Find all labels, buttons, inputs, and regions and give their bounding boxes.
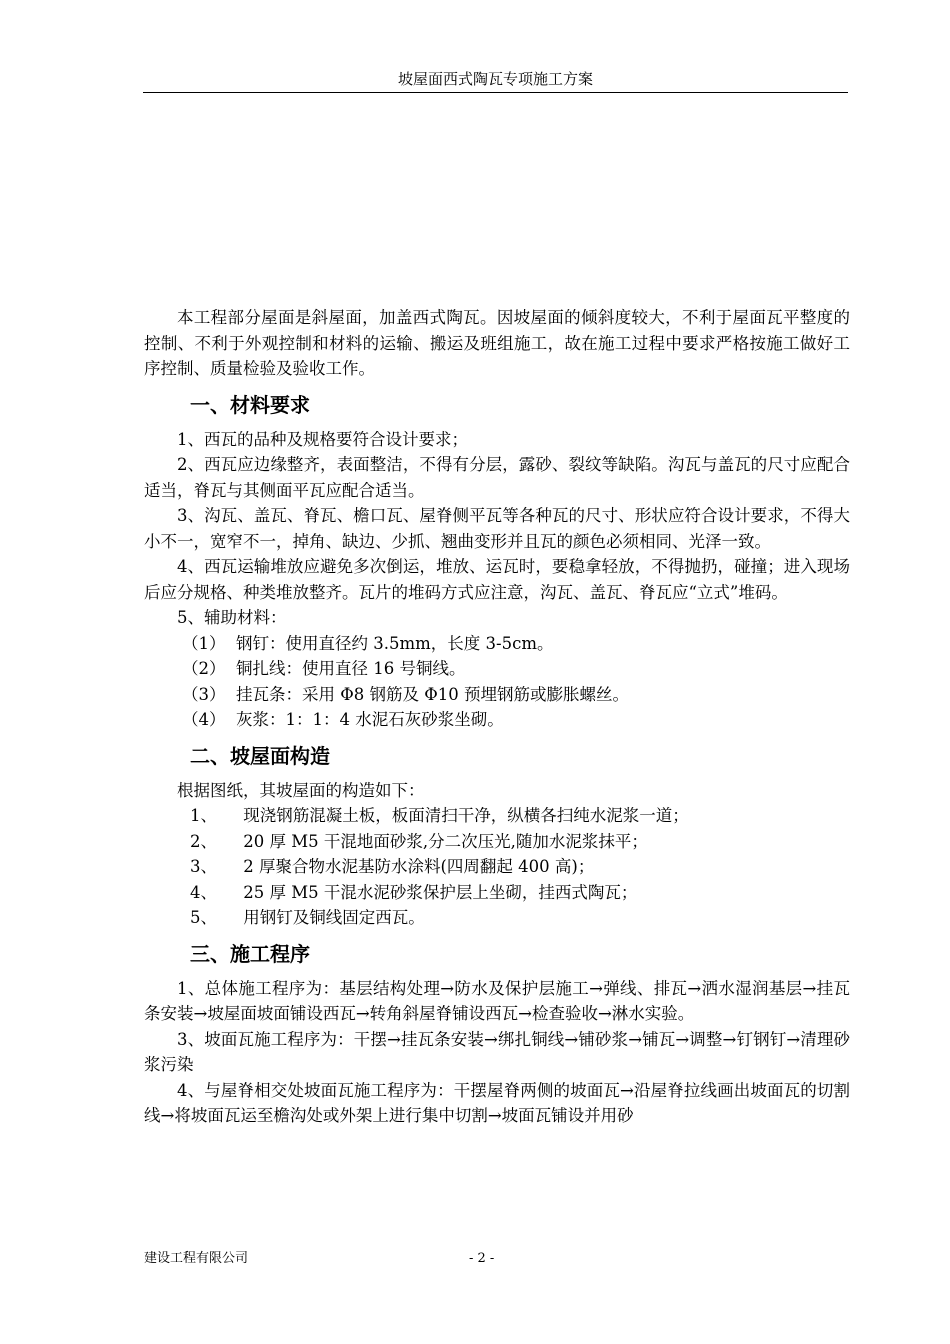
construction-intro: 根据图纸，其坡屋面的构造如下： xyxy=(177,780,425,800)
aux-material-item-4: （4） 灰浆：1：1：4 水泥石灰砂浆坐砌。 xyxy=(182,710,504,729)
materials-item-3: 3、沟瓦、盖瓦、脊瓦、檐口瓦、屋脊侧平瓦等各种瓦的尺寸、形状应符合设计要求，不得大小不一，宽窄不一，掉角、缺边、少抓、翘曲变形并且瓦的颜色必须相同、光泽一致。 xyxy=(144,506,850,551)
aux-material-item-3: （3） 挂瓦条：采用 Φ8 钢筋及 Φ10 预埋钢筋或膨胀螺丝。 xyxy=(182,684,630,704)
construction-layer-2: 2、 20 厚 M5 干混地面砂浆,分二次压光,随加水泥浆抹平； xyxy=(190,831,648,851)
aux-material-item-1: （1） 钢钉：使用直径约 3.5mm，长度 3-5cm。 xyxy=(182,633,554,653)
procedure-item-1: 1、总体施工程序为：基层结构处理→防水及保护层施工→弹线、排瓦→洒水湿润基层→挂瓦条安装→坡屋面坡面铺设西瓦→转角斜屋脊铺设西瓦→检查验收→淋水实验。 xyxy=(144,978,850,1023)
document-body xyxy=(144,305,850,1129)
section-heading-materials: 一、材料要求 xyxy=(190,392,310,417)
materials-item-1: 1、西瓦的品种及规格要符合设计要求； xyxy=(177,429,468,449)
materials-item-4: 4、西瓦运输堆放应避免多次倒运，堆放、运瓦时，要稳拿轻放，不得抛扔，碰撞；进入现场后应分规格、种类堆放整齐。瓦片的堆码方式应注意，沟瓦、盖瓦、脊瓦应“立式”堆码。 xyxy=(144,557,850,602)
footer-company-name: 建设工程有限公司 xyxy=(144,1251,249,1266)
construction-layer-5: 5、 用钢钉及铜线固定西瓦。 xyxy=(190,908,425,927)
procedure-item-4: 4、与屋脊相交处坡面瓦施工程序为：干摆屋脊两侧的坡面瓦→沿屋脊拉线画出坡面瓦的切割线→将坡面瓦运至檐沟处或外架上进行集中切割→坡面瓦铺设并用砂 xyxy=(144,1080,850,1125)
page-footer xyxy=(144,1250,850,1268)
procedure-item-3: 3、坡面瓦施工程序为：干摆→挂瓦条安装→绑扎铜线→铺砂浆→铺瓦→调整→钉钢钉→清理砂浆污染 xyxy=(144,1029,850,1074)
section-heading-construction: 二、坡屋面构造 xyxy=(190,743,330,768)
aux-material-item-2: （2） 铜扎线：使用直径 16 号铜线。 xyxy=(182,659,466,678)
page-header xyxy=(143,70,848,93)
page-number: - 2 - xyxy=(469,1251,495,1266)
document-title: 坡屋面西式陶瓦专项施工方案 xyxy=(397,70,593,88)
construction-layer-1: 1、 现浇钢筋混凝土板，板面清扫干净，纵横各扫纯水泥浆一道； xyxy=(190,806,689,825)
intro-paragraph: 本工程部分屋面是斜屋面，加盖西式陶瓦。因坡屋面的倾斜度较大，不利于屋面瓦平整度的控制、不利于外观控制和材料的运输、搬运及班组施工，故在施工过程中要求严格按施工做好工序控制、质量检验及验收工作。 xyxy=(144,308,850,378)
construction-layer-3: 3、 2 厚聚合物水泥基防水涂料(四周翻起 400 高)； xyxy=(190,857,595,876)
materials-item-5: 5、辅助材料： xyxy=(177,608,287,627)
section-heading-procedure: 三、施工程序 xyxy=(190,941,310,966)
construction-layer-4: 4、 25 厚 M5 干混水泥砂浆保护层上坐砌，挂西式陶瓦； xyxy=(190,882,638,902)
materials-item-2: 2、西瓦应边缘整齐，表面整洁，不得有分层，露砂、裂纹等缺陷。沟瓦与盖瓦的尺寸应配合适当，脊瓦与其侧面平瓦应配合适当。 xyxy=(144,455,850,500)
